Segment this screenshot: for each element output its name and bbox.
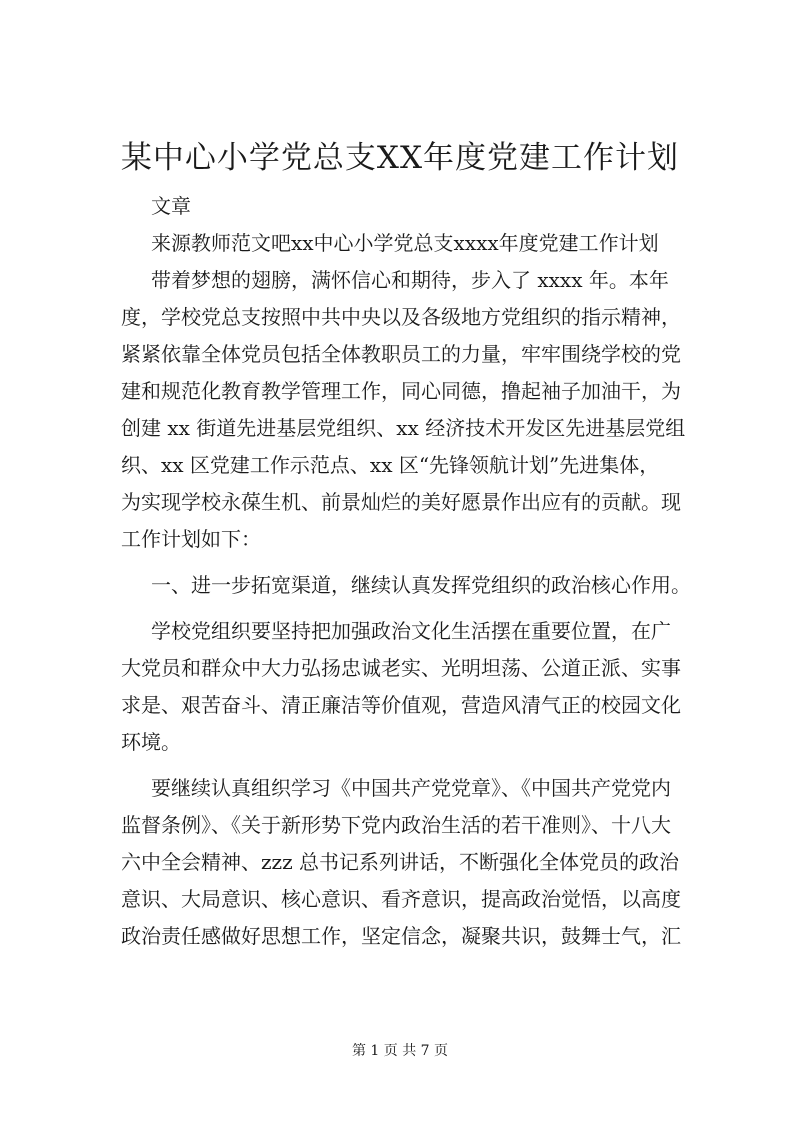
body-line: 度，学校党总支按照中共中央以及各级地方党组织的指示精神， (121, 305, 681, 329)
paragraph-gap (121, 604, 712, 613)
body-line: 工作计划如下： (121, 527, 261, 551)
body-line: 要继续认真组织学习《中国共产党党章》、《中国共产党党内 (151, 776, 671, 800)
body-line: 大党员和群众中大力弘扬忠诚老实、光明坦荡、公道正派、实事 (121, 656, 681, 680)
body-line: 建和规范化教育教学管理工作，同心同德，撸起袖子加油干，为 (121, 379, 681, 403)
body-line: 紧紧依靠全体党员包括全体教职员工的力量，牢牢围绕学校的党 (121, 342, 681, 366)
body-line: 政治责任感做好思想工作，坚定信念，凝聚共识，鼓舞士气，汇 (121, 924, 681, 948)
body-line: 文章 (151, 194, 191, 218)
body-line: 织、xx 区党建工作示范点、xx 区“先锋领航计划”先进集体， (121, 453, 660, 477)
paragraph-gap (121, 558, 712, 567)
document-body (121, 188, 712, 955)
body-line: 来源教师范文吧xx中心小学党总支xxxx年度党建工作计划 (151, 231, 659, 255)
body-line: 为实现学校永葆生机、前景灿烂的美好愿景作出应有的贡献。现 (121, 490, 681, 514)
body-line: 意识、大局意识、核心意识、看齐意识，提高政治觉悟，以高度 (121, 887, 681, 911)
body-line: 带着梦想的翅膀，满怀信心和期待，步入了 xxxx 年。本年 (151, 268, 669, 292)
page-footer: 第 1 页 共 7 页 (351, 1043, 449, 1059)
body-line: 监督条例》、《关于新形势下党内政治生活的若干准则》、十八大 (121, 813, 671, 837)
body-line: 六中全会精神、zzz 总书记系列讲话，不断强化全体党员的政治 (121, 850, 679, 874)
body-line: 环境。 (121, 730, 181, 754)
body-line: 创建 xx 街道先进基层党组织、xx 经济技术开发区先进基层党组 (121, 416, 686, 440)
paragraph-gap (121, 761, 712, 770)
body-line: 学校党组织要坚持把加强政治文化生活摆在重要位置，在广 (151, 619, 671, 643)
body-line: 求是、艰苦奋斗、清正廉洁等价值观，营造风清气正的校园文化 (121, 693, 681, 717)
body-line: 一、进一步拓宽渠道，继续认真发挥党组织的政治核心作用。 (151, 573, 691, 597)
document-title: 某中心小学党总支XX年度党建工作计划 (120, 140, 680, 176)
